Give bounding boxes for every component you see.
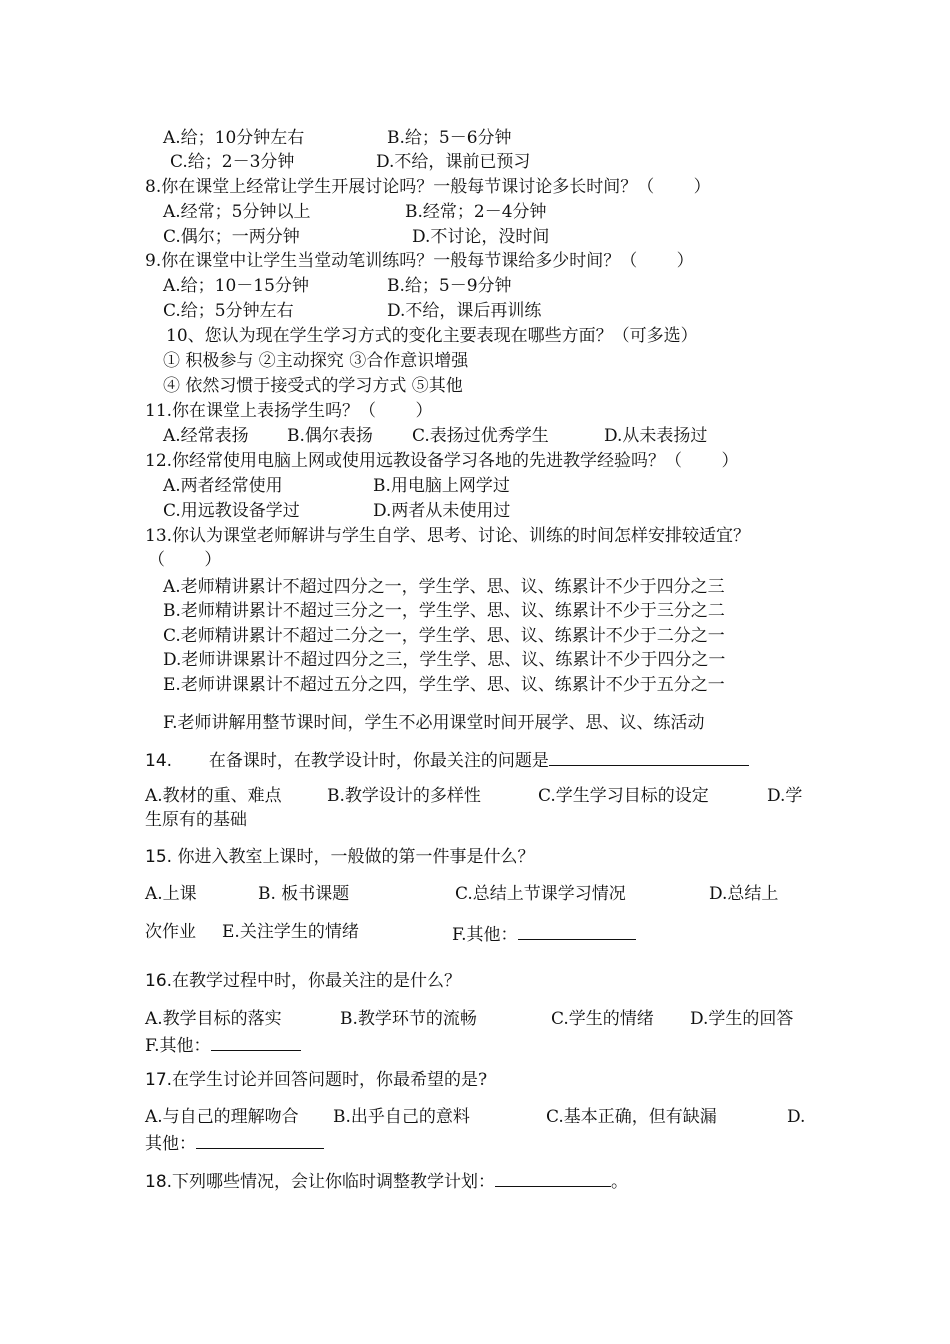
q18-answer-blank[interactable] [495,1168,611,1187]
q11-stem: 11.你在课堂上表扬学生吗？（ ） [145,401,433,421]
q15-option-c: C.总结上节课学习情况 [455,884,626,904]
q9-option-b: B.给；5－9分钟 [387,276,512,296]
q18-number: 18. [145,1172,173,1192]
q9-stem: 9.你在课堂中让学生当堂动笔训练吗？一般每节课给多少时间？（ ） [145,251,694,271]
q14-option-a: A.教材的重、难点 [145,786,282,806]
q13-answer-paren: （ ） [148,550,222,570]
q13-option-a: A.老师精讲累计不超过四分之一，学生学、思、议、练累计不少于四分之三 [163,577,725,597]
q9-option-d: D.不给，课后再训练 [387,301,542,321]
q7-option-c: C.给；2－3分钟 [170,152,295,172]
q10-stem: 10、您认为现在学生学习方式的变化主要表现在哪些方面？（可多选） [166,326,698,346]
q9-option-a: A.给；10－15分钟 [163,276,309,296]
q18-end-mark: 。 [611,1172,629,1192]
q8-option-c: C.偶尔；一两分钟 [163,227,300,247]
q13-option-f: F.老师讲解用整节课时间，学生不必用课堂时间开展学、思、议、练活动 [163,713,705,733]
q17-option-a: A.与自己的理解吻合 [145,1107,299,1127]
q15-option-f: F.其他： [452,925,518,945]
q14-option-b: B.教学设计的多样性 [327,786,481,806]
q14-option-d-start: D.学 [767,786,803,806]
q14-option-d-cont: 生原有的基础 [145,810,247,830]
q14-number: 14. [145,751,173,771]
q12-option-c: C.用远教设备学过 [163,501,300,521]
q10-options-line-1: ① 积极参与 ②主动探究 ③合作意识增强 [163,351,469,371]
q12-stem: 12.你经常使用电脑上网或使用远教设备学习各地的先进教学经验吗？（ ） [145,451,739,471]
q17-option-b: B.出乎自己的意料 [333,1107,470,1127]
q15-other-blank[interactable] [518,921,636,940]
q15-number: 15. [145,847,173,867]
q7-option-b: B.给；5－6分钟 [387,128,512,148]
q15-stem: 你进入教室上课时，一般做的第一件事是什么？ [177,847,535,867]
q17-option-d-start: D. [787,1107,806,1127]
q13-option-e: E.老师讲课累计不超过五分之四，学生学、思、议、练累计不少于五分之一 [163,675,725,695]
q16-option-c: C.学生的情绪 [551,1009,654,1029]
q15-option-e: E.关注学生的情绪 [222,922,359,942]
q14-answer-blank[interactable] [549,747,749,766]
q12-option-a: A.两者经常使用 [163,476,283,496]
q13-option-b: B.老师精讲累计不超过三分之一，学生学、思、议、练累计不少于三分之二 [163,601,725,621]
q11-option-c: C.表扬过优秀学生 [412,426,549,446]
q7-option-a: A.给；10分钟左右 [163,128,305,148]
q8-stem: 8.你在课堂上经常让学生开展讨论吗？一般每节课讨论多长时间？（ ） [145,177,711,197]
q8-option-a: A.经常；5分钟以上 [163,202,311,222]
q13-option-c: C.老师精讲累计不超过二分之一，学生学、思、议、练累计不少于二分之一 [163,626,725,646]
q17-option-d-cont: 其他： [145,1134,196,1154]
q14-option-c: C.学生学习目标的设定 [538,786,709,806]
q13-stem: 13.你认为课堂老师解讲与学生自学、思考、讨论、训练的时间怎样安排较适宜？ [145,526,751,546]
q16-stem: 在教学过程中时，你最关注的是什么？ [172,971,462,991]
q7-option-d: D.不给，课前已预习 [376,152,531,172]
q17-other-blank[interactable] [196,1130,324,1149]
q16-option-d: D.学生的回答 [690,1009,794,1029]
q8-option-b: B.经常；2－4分钟 [405,202,547,222]
q16-number: 16. [145,971,173,991]
q15-option-d-start: D.总结上 [709,884,779,904]
q11-option-a: A.经常表扬 [163,426,249,446]
q16-option-b: B.教学环节的流畅 [340,1009,477,1029]
q8-option-d: D.不讨论，没时间 [412,227,550,247]
q16-other-blank[interactable] [211,1032,301,1051]
q15-option-b: B. 板书课题 [258,884,350,904]
q16-option-a: A.教学目标的落实 [145,1009,282,1029]
q14-stem: 在备课时，在教学设计时，你最关注的问题是 [208,751,549,771]
q11-option-d: D.从未表扬过 [604,426,708,446]
q9-option-c: C.给；5分钟左右 [163,301,294,321]
q17-option-c: C.基本正确，但有缺漏 [546,1107,717,1127]
q12-option-d: D.两者从未使用过 [373,501,511,521]
q15-option-d-cont: 次作业 [145,922,196,942]
q17-number: 17. [145,1070,173,1090]
q13-option-d: D.老师讲课累计不超过四分之三，学生学、思、议、练累计不少于四分之一 [163,650,726,670]
q10-options-line-2: ④ 依然习惯于接受式的学习方式 ⑤其他 [163,376,463,396]
q16-option-f: F.其他： [145,1036,211,1056]
q17-stem: 在学生讨论并回答问题时，你最希望的是? [172,1070,488,1090]
q15-option-a: A.上课 [145,884,197,904]
q18-stem: 下列哪些情况，会让你临时调整教学计划： [172,1172,496,1192]
q12-option-b: B.用电脑上网学过 [373,476,510,496]
q11-option-b: B.偶尔表扬 [287,426,373,446]
